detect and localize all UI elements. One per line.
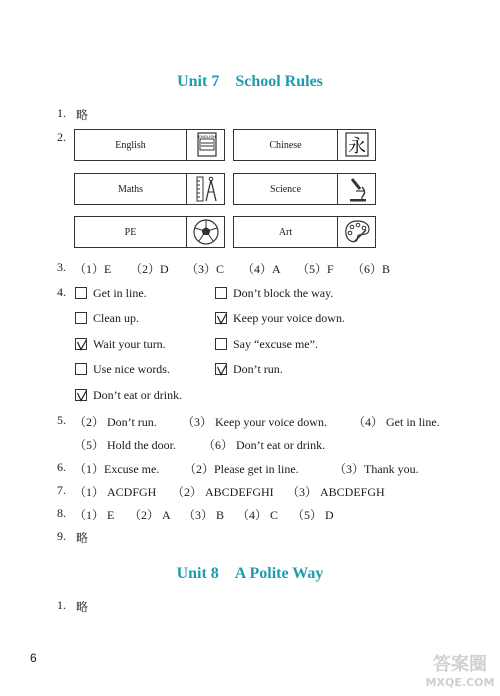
checklist-item-label: Keep your voice down. [233,311,345,325]
chinese-glyph: 永 [347,136,366,157]
q5-answer: （2） Don’t run. [74,415,157,429]
subject-label: Chinese [269,139,302,151]
q5-answer: （5） Hold the door. [74,438,176,452]
q8-answer: （4） C [237,508,279,522]
q4-number: 4. [57,285,66,299]
checklist-item-label: Don’t run. [233,362,283,376]
q5-answer: （3） Keep your voice down. [182,415,327,429]
q5-answer: （6） Don’t eat or drink. [203,438,326,452]
empty-checkbox [215,338,227,350]
checklist-item-label: Wait your turn. [93,337,166,351]
subject-label: PE [124,226,137,238]
q5-number: 5. [57,413,66,427]
ruler-compass-icon [186,173,224,205]
q8-answer: （2） A [129,508,171,522]
empty-checkbox [75,287,87,299]
watermark-line1: 答案圈 [433,654,487,675]
empty-checkbox [75,312,87,324]
subject-label: Art [278,226,293,238]
checklist-item-label: Don’t eat or drink. [93,388,183,402]
q6-answer: （2）Please get in line. [184,462,299,476]
q9-number: 9. [57,529,66,543]
q3-number: 3. [57,260,66,274]
checkmark-icon [76,390,88,402]
unit8-q1-number: 1. [57,598,66,612]
checked-checkbox [215,363,227,375]
q6-number: 6. [57,460,66,474]
subject-box-maths [74,173,225,205]
watermark-line2: MXQE.COM [425,676,495,689]
subject-box-english [74,129,225,161]
q3-answer-2: （2）D [130,262,169,276]
subject-box-pe [74,216,225,248]
q7-number: 7. [57,483,66,497]
q3-answer-5: （5）F [297,262,334,276]
checked-checkbox [75,389,87,401]
english-book-text: ENGLISH [197,134,216,139]
unit-7-title: Unit 7 School Rules [177,73,323,90]
checklist-item-label: Clean up. [93,311,139,325]
q1-number: 1. [57,106,66,120]
q6-answer: （1）Excuse me. [74,462,160,476]
checklist-item-label: Don’t block the way. [233,286,334,300]
q3-answer-1: （1）E [74,262,112,276]
subject-box-art [233,216,376,248]
subject-label: English [115,139,146,151]
watermark-logo [420,648,500,691]
q7-answer: （2） ABCDEFGHI [172,485,274,499]
checkmark-icon [216,364,228,376]
q2-number: 2. [57,130,66,144]
q3-answer-3: （3）C [186,262,225,276]
q7-answer: （1） ACDFGH [74,485,157,499]
football-icon [186,216,224,248]
checklist-item-label: Say “excuse me”. [233,337,318,351]
english-book-icon [186,129,224,161]
empty-checkbox [215,287,227,299]
page-number: 6 [30,651,37,665]
subject-label: Science [269,183,302,195]
checklist-item-label: Use nice words. [93,362,170,376]
q8-answer: （3） B [183,508,225,522]
q8-answer: （5） D [292,508,334,522]
q5-answer: （4） Get in line. [353,415,440,429]
checklist-item-label: Get in line. [93,286,147,300]
q3-answer-4: （4）A [242,262,281,276]
q7-answer: （3） ABCDEFGH [287,485,385,499]
subject-box-chinese [233,129,376,161]
chinese-character-icon [337,129,375,161]
palette-icon [337,216,375,248]
unit-8-title: Unit 8 A Polite Way [176,565,324,582]
q1-answer: 略 [76,108,89,122]
checked-checkbox [75,338,87,350]
q8-number: 8. [57,506,66,520]
empty-checkbox [75,363,87,375]
checkmark-icon [216,313,228,325]
checked-checkbox [215,312,227,324]
microscope-icon [337,173,375,205]
q9-answer: 略 [76,531,89,545]
subject-label: Maths [118,183,143,195]
unit8-q1-answer: 略 [76,600,89,614]
checkmark-icon [76,339,88,351]
q8-answer: （1） E [74,508,115,522]
q6-answer: （3）Thank you. [334,462,419,476]
subject-box-science [233,173,376,205]
q3-answer-6: （6）B [352,262,391,276]
